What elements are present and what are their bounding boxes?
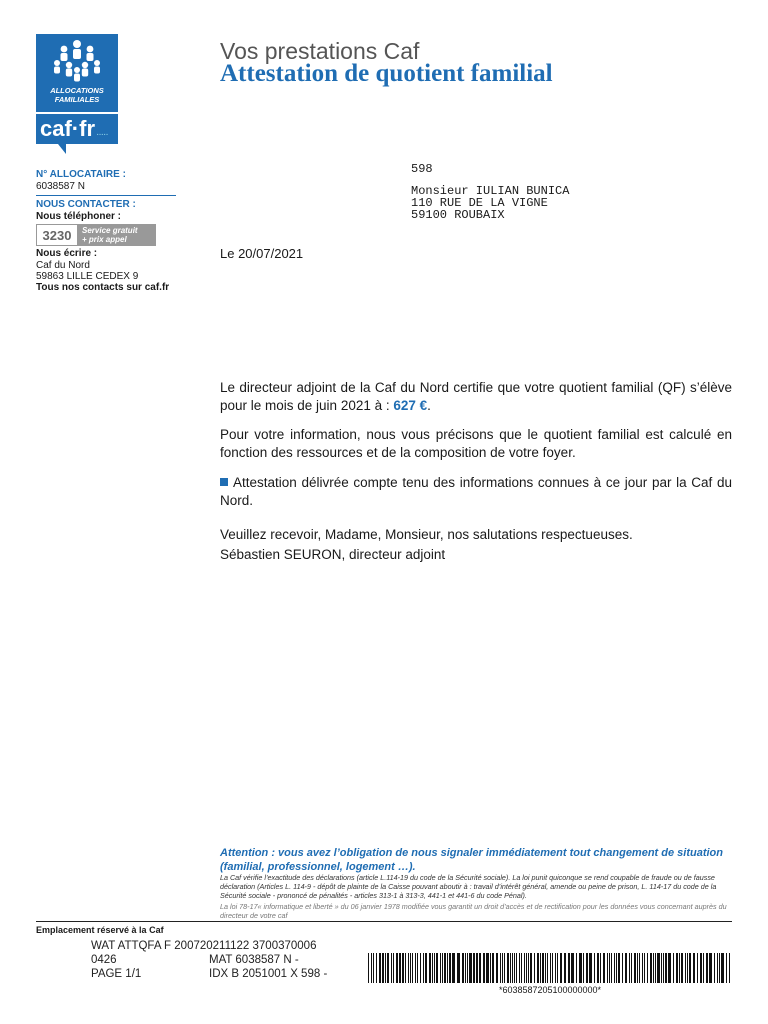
barcode-bar bbox=[687, 953, 688, 983]
reserved-label: Emplacement réservé à la Caf bbox=[36, 925, 164, 935]
attestation-text: Attestation délivrée compte tenu des informations connues à ce jour par la Caf du Nord. bbox=[220, 475, 732, 508]
paragraph-attestation bbox=[220, 474, 732, 510]
barcode-bar bbox=[614, 953, 615, 983]
barcode-bar bbox=[500, 953, 501, 983]
barcode-bar bbox=[665, 953, 667, 983]
barcode-bar bbox=[405, 953, 406, 983]
barcode-bar bbox=[391, 953, 392, 983]
barcode-bar bbox=[368, 953, 369, 983]
barcode-bar bbox=[721, 953, 724, 983]
footer-line3b: IDX B 2051001 X 598 - bbox=[209, 968, 328, 980]
barcode-bar bbox=[382, 953, 384, 983]
barcode-bar bbox=[408, 953, 409, 983]
barcode-bar bbox=[534, 953, 535, 983]
barcode-bar bbox=[597, 953, 599, 983]
signatory: Sébastien SEURON, directeur adjoint bbox=[220, 547, 446, 562]
barcode-bar bbox=[557, 953, 558, 983]
footer-divider bbox=[36, 921, 732, 922]
fine-print-fraud: La Caf vérifie l’exactitude des déclarations (article L.114-19 du code de la Sécurité sociale). La loi punit quiconque se rend coupable de fraude ou de fausse déclaration (Articles L. 114-9 - dépôt de plainte de la Caisse pouvant aboutir à : travail d’intérêt général, amende ou peine de prison, L. 114-17 du code de la Sécurité sociale - prononcé de pénalités - articles 313-1 à 313-3, 441-1 et 441-6 du code Pénal). bbox=[220, 873, 717, 900]
barcode-bar bbox=[714, 953, 715, 983]
barcode-bar bbox=[647, 953, 648, 983]
address-street: 110 RUE DE LA VIGNE bbox=[411, 196, 548, 210]
address-code: 598 bbox=[411, 162, 433, 176]
barcode bbox=[368, 953, 732, 985]
barcode-bar bbox=[504, 953, 505, 983]
barcode-bar bbox=[579, 953, 582, 983]
barcode-bar bbox=[703, 953, 704, 983]
barcode-bar bbox=[717, 953, 718, 983]
address-city: 59100 ROUBAIX bbox=[411, 208, 505, 222]
barcode-bar bbox=[616, 953, 617, 983]
barcode-bar bbox=[526, 953, 527, 983]
barcode-bar bbox=[399, 953, 401, 983]
barcode-bar bbox=[726, 953, 727, 983]
qf-text-after: . bbox=[427, 398, 431, 413]
barcode-bar bbox=[542, 953, 544, 983]
barcode-bar bbox=[706, 953, 708, 983]
barcode-bar bbox=[650, 953, 652, 983]
barcode-bar bbox=[473, 953, 475, 983]
barcode-bar bbox=[476, 953, 478, 983]
barcode-bar bbox=[447, 953, 448, 983]
barcode-bar bbox=[449, 953, 451, 983]
barcode-bar bbox=[679, 953, 680, 983]
barcode-bar bbox=[668, 953, 671, 983]
barcode-bar bbox=[462, 953, 464, 983]
qf-value: 627 € bbox=[393, 398, 428, 413]
barcode-bar bbox=[512, 953, 513, 983]
write-line2: 59863 LILLE CEDEX 9 bbox=[36, 271, 139, 282]
barcode-bar bbox=[685, 953, 686, 983]
write-label: Nous écrire : bbox=[36, 248, 98, 259]
page-subtitle: Vos prestations Caf bbox=[220, 38, 420, 64]
barcode-bar bbox=[552, 953, 553, 983]
barcode-bar bbox=[550, 953, 551, 983]
barcode-bar bbox=[429, 953, 431, 983]
barcode-bar bbox=[514, 953, 515, 983]
barcode-bar bbox=[457, 953, 460, 983]
barcode-bar bbox=[530, 953, 532, 983]
barcode-bar bbox=[492, 953, 494, 983]
paragraph-info: Pour votre information, nous vous précisons que le quotient familial est calculé en fonction des ressources et de la composition de votre foyer. bbox=[220, 427, 732, 460]
footer-line2a: 0426 bbox=[91, 954, 117, 966]
phone-service-note bbox=[78, 224, 156, 246]
barcode-bar bbox=[519, 953, 520, 983]
barcode-bar bbox=[373, 953, 374, 983]
barcode-bar bbox=[524, 953, 525, 983]
barcode-bar bbox=[510, 953, 511, 983]
barcode-bar bbox=[622, 953, 623, 983]
barcode-bar bbox=[568, 953, 570, 983]
barcode-bar bbox=[410, 953, 411, 983]
barcode-bar bbox=[673, 953, 674, 983]
barcode-bar bbox=[465, 953, 466, 983]
barcode-bar bbox=[609, 953, 610, 983]
barcode-bar bbox=[507, 953, 509, 983]
barcode-bar bbox=[729, 953, 730, 983]
logo-line2: FAMILIALES bbox=[54, 95, 100, 104]
write-line1: Caf du Nord bbox=[36, 260, 90, 271]
barcode-bar bbox=[420, 953, 421, 983]
phone-service-line1: Service gratuit bbox=[82, 226, 138, 235]
allocataire-number: 6038587 N bbox=[36, 181, 85, 192]
barcode-bar bbox=[600, 953, 601, 983]
barcode-bar bbox=[412, 953, 413, 983]
barcode-bar bbox=[637, 953, 638, 983]
barcode-bar bbox=[642, 953, 643, 983]
attention-notice: Attention : vous avez l’obligation de nous signaler immédiatement tout changement de situation (familial, professionnel, logement …). bbox=[220, 847, 723, 873]
contact-label: NOUS CONTACTER : bbox=[36, 199, 136, 210]
address-name: Monsieur IULIAN BUNICA bbox=[411, 184, 570, 198]
page-title: Attestation de quotient familial bbox=[220, 60, 553, 87]
barcode-bar bbox=[629, 953, 630, 983]
family-figures-icon bbox=[49, 38, 105, 84]
barcode-bar bbox=[387, 953, 389, 983]
barcode-bar bbox=[555, 953, 556, 983]
all-contacts-link[interactable]: Tous nos contacts sur caf.fr bbox=[36, 282, 170, 293]
barcode-bar bbox=[502, 953, 503, 983]
barcode-bar bbox=[467, 953, 468, 983]
barcode-bar bbox=[560, 953, 562, 983]
barcode-bar bbox=[537, 953, 539, 983]
barcode-bar bbox=[521, 953, 522, 983]
barcode-bar bbox=[393, 953, 394, 983]
caf-dots: ····· bbox=[96, 129, 108, 140]
barcode-bar bbox=[402, 953, 404, 983]
barcode-bar bbox=[657, 953, 660, 983]
barcode-bar bbox=[432, 953, 433, 983]
caf-logo bbox=[36, 34, 118, 112]
barcode-bar bbox=[490, 953, 491, 983]
barcode-bar bbox=[639, 953, 640, 983]
letter-date: Le 20/07/2021 bbox=[220, 246, 304, 261]
barcode-bar bbox=[676, 953, 678, 983]
phone-number: 3230 bbox=[36, 224, 78, 246]
barcode-bar bbox=[594, 953, 595, 983]
phone-badge[interactable] bbox=[36, 224, 156, 246]
barcode-bar bbox=[440, 953, 441, 983]
barcode-bar bbox=[486, 953, 489, 983]
barcode-bar bbox=[442, 953, 443, 983]
barcode-bar bbox=[396, 953, 398, 983]
fine-print-privacy: La loi 78-17« informatique et liberté » du 06 janvier 1978 modifiée vous garantit un droit d’accès et de rectification pour les données vous concernant auprès du directeur de votre caf bbox=[220, 902, 727, 920]
allocataire-label: N° ALLOCATAIRE : bbox=[36, 169, 126, 180]
barcode-bar bbox=[540, 953, 541, 983]
phone-service-line2: + prix appel bbox=[82, 235, 127, 244]
footer-line1: WAT ATTQFA F 200720211122 3700370006 bbox=[91, 940, 317, 952]
barcode-bar bbox=[385, 953, 386, 983]
barcode-bar bbox=[611, 953, 612, 983]
qf-text-before: Le directeur adjoint de la Caf du Nord certifie que votre quotient familial (QF) s’élève pour le mois de juin 2021 à : bbox=[220, 380, 732, 413]
barcode-bar bbox=[618, 953, 620, 983]
barcode-bar bbox=[663, 953, 664, 983]
barcode-bar bbox=[653, 953, 654, 983]
barcode-bar bbox=[571, 953, 574, 983]
barcode-bar bbox=[607, 953, 608, 983]
barcode-bar bbox=[576, 953, 577, 983]
barcode-text: *6038587205100000000* bbox=[498, 985, 602, 995]
barcode-bar bbox=[586, 953, 588, 983]
barcode-bar bbox=[661, 953, 662, 983]
barcode-bar bbox=[681, 953, 683, 983]
barcode-bar bbox=[583, 953, 584, 983]
barcode-bar bbox=[479, 953, 481, 983]
paragraph-qf bbox=[220, 379, 732, 415]
barcode-bar bbox=[528, 953, 529, 983]
barcode-bar bbox=[436, 953, 438, 983]
logo-line1: ALLOCATIONS bbox=[50, 86, 104, 95]
barcode-bar bbox=[434, 953, 435, 983]
barcode-bar bbox=[547, 953, 548, 983]
barcode-bar bbox=[469, 953, 472, 983]
sidebar-divider bbox=[36, 195, 176, 196]
barcode-bar bbox=[697, 953, 698, 983]
barcode-bar bbox=[452, 953, 455, 983]
barcode-bar bbox=[444, 953, 446, 983]
footer-line2b: MAT 6038587 N - bbox=[209, 954, 299, 966]
barcode-bar bbox=[379, 953, 381, 983]
barcode-bar bbox=[496, 953, 498, 983]
barcode-bar bbox=[689, 953, 691, 983]
barcode-bar bbox=[417, 953, 418, 983]
barcode-bar bbox=[415, 953, 416, 983]
logo-speech-tail bbox=[58, 144, 66, 154]
barcode-bar bbox=[423, 953, 424, 983]
footer-line3a: PAGE 1/1 bbox=[91, 968, 142, 980]
barcode-bar bbox=[545, 953, 546, 983]
barcode-bar bbox=[564, 953, 566, 983]
barcode-bar bbox=[709, 953, 712, 983]
barcode-bar bbox=[425, 953, 427, 983]
barcode-bar bbox=[376, 953, 377, 983]
caf-fr-logo bbox=[36, 114, 118, 144]
barcode-bar bbox=[700, 953, 702, 983]
barcode-bar bbox=[631, 953, 632, 983]
barcode-bar bbox=[655, 953, 656, 983]
barcode-bar bbox=[625, 953, 627, 983]
square-bullet-icon bbox=[220, 478, 228, 486]
barcode-bar bbox=[371, 953, 372, 983]
barcode-bar bbox=[634, 953, 636, 983]
barcode-bar bbox=[483, 953, 485, 983]
phone-label: Nous téléphoner : bbox=[36, 211, 122, 222]
barcode-bar bbox=[516, 953, 517, 983]
barcode-bar bbox=[644, 953, 645, 983]
barcode-bar bbox=[693, 953, 695, 983]
barcode-bar bbox=[603, 953, 605, 983]
paragraph-salutations: Veuillez recevoir, Madame, Monsieur, nos salutations respectueuses. bbox=[220, 527, 633, 542]
barcode-bar bbox=[589, 953, 592, 983]
caf-fr-text: caf·fr bbox=[40, 116, 96, 141]
barcode-bar bbox=[719, 953, 720, 983]
